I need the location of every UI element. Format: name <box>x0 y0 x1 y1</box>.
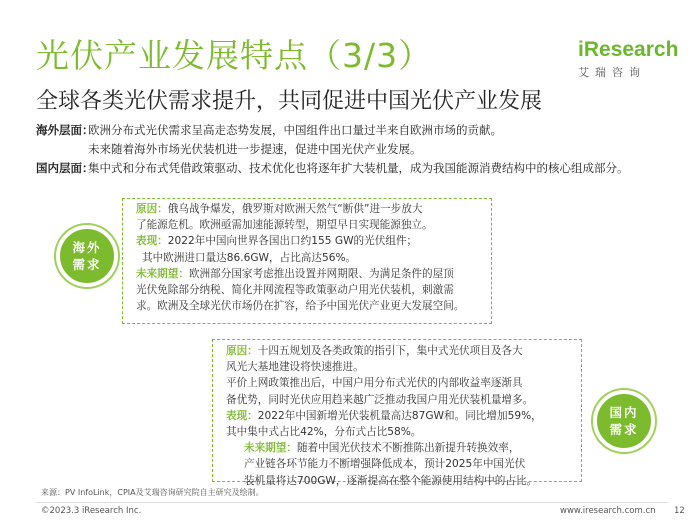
footer-divider <box>36 502 668 503</box>
reason-label: 原因： <box>136 203 168 215</box>
copyright: ©2023.3 iResearch Inc. <box>41 506 142 516</box>
domestic-summary <box>36 159 676 178</box>
source-note: 来源：PV InfoLink，CPIA及艾瑞咨询研究院自主研究及绘制。 <box>41 488 264 497</box>
domestic-text: 集中式和分布式凭借政策驱动、技术优化也将逐年扩大装机量，成为我国能源消费结构中的核心组成部分。 <box>88 161 629 175</box>
page-number: 12 <box>674 506 685 516</box>
future-label: 未来期望： <box>136 267 189 280</box>
overseas-demand-badge: 海外 需求 <box>56 225 118 287</box>
domestic-demand-text: 原因：十四五规划及各类政策的指引下，集中式光伏项目及各大 风光大基地建设将快速推进。 平价上网政策推出后，中国户用分布式光伏的内部收益率逐渐具 备优势，同时光伏应用趋来越广泛推动我国户用光伏装机量增多。 表现：2022年中国新增光伏装机量高达87GW和。同比增加59%， 其中集中式占比42%，分布式占比58%。 未来期望：随着中国光伏技术不断推陈出新提升转换效率， 产业链各环节能力不断增强降低成本，预计2025年中国光伏 装机量将达700GW，逐渐提高在整个能源使用结构中的占比。 <box>226 345 542 487</box>
overseas-demand-text: 原因：俄乌战争爆发，俄罗斯对欧洲天然气“断供”进一步放大 了能源危机。欧洲亟需加速能源转型，期望早日实现能源独立。 表现：2022年中国向世界各国出口约155 GW的光伏组件； 其中欧洲进口量达86.6GW，占比高达56%。 未来期望：欧洲部分国家考虑推出设置并网期限、为满足条件的屋顶 光伏免除部分纳税、简化并网流程等政策驱动户用光伏装机，刺激需 求。欧洲及全球光伏市场仍在扩容，给予中国光伏产业更大发展空间。 <box>136 203 465 313</box>
page-subtitle: 全球各类光伏需求提升，共同促进中国光伏产业发展 <box>36 89 543 114</box>
website-link[interactable]: www.iresearch.com.cn <box>560 506 656 516</box>
domestic-label: 国内层面： <box>36 161 94 175</box>
intro-summary <box>36 121 676 178</box>
page-title: 光伏产业发展特点（3/3） <box>36 36 433 75</box>
performance-label: 表现： <box>136 235 168 248</box>
overseas-summary-cont: 未来随着海外市场光伏装机进一步提速，促进中国光伏产业发展。 <box>88 142 422 156</box>
performance-label: 表现： <box>226 409 258 422</box>
overseas-summary <box>36 121 676 140</box>
future-label: 未来期望： <box>244 442 297 455</box>
overseas-text: 欧洲分布式光伏需求呈高走态势发展，中国组件出口量过半来自欧洲市场的贡献。 <box>88 123 502 137</box>
domestic-demand-badge: 国内 需求 <box>593 390 655 452</box>
iresearch-logo <box>578 38 679 80</box>
logo-wordmark: iResearch <box>578 38 679 61</box>
logo-chinese-name: 艾瑞咨询 <box>578 66 646 79</box>
reason-label: 原因： <box>226 345 258 357</box>
overseas-label: 海外层面： <box>36 123 94 137</box>
